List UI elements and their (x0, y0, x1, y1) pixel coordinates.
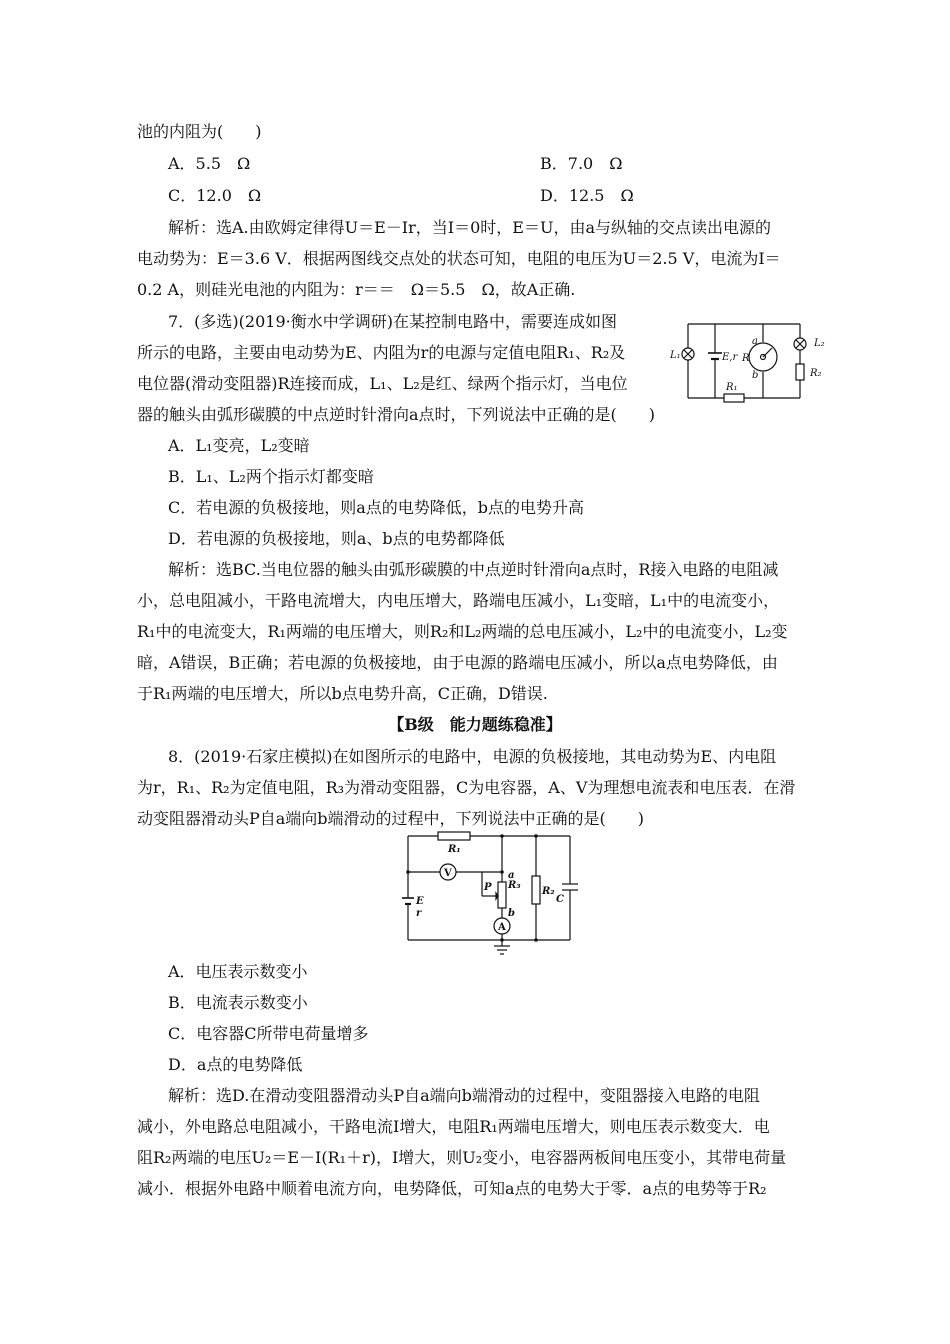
q6-analysis-line: 0.2 A，则硅光电池的内阻为：r＝＝ Ω＝5.5 Ω，故A正确. (137, 280, 576, 299)
q6-analysis-line: 解析：选A.由欧姆定律得U＝E－Ir，当I＝0时，E＝U，由a与纵轴的交点读出电源的 (168, 218, 771, 237)
q7-analysis-line: 暗，A错误，B正确；若电源的负极接地，由于电源的路端电压减小，所以a点电势降低，由 (137, 653, 778, 672)
q8-option-b: B．电流表示数变小 (168, 993, 308, 1012)
q8-label-a: a (508, 870, 515, 881)
q7-label-a: a (752, 336, 758, 347)
q8-label-p: P (484, 882, 492, 893)
q8-analysis-line: 减小．根据外电路中顺着电流方向，电势降低，可知a点的电势大于零．a点的电势等于R₂ (137, 1179, 767, 1198)
q8-stem-line: 8．(2019·石家庄模拟)在如图所示的电路中，电源的负极接地，其电动势为E、内电阻 (168, 747, 777, 766)
q7-label-r1: R₁ (726, 382, 738, 393)
q8-circuit-diagram (398, 826, 590, 958)
q8-analysis-line: 减小，外电路总电阻减小，干路电流I增大，电阻R₁两端电压增大，则电压表示数变大．电 (137, 1117, 770, 1136)
q8-label-a-meter: A (498, 922, 506, 933)
q6-option-b: B．7.0 Ω (540, 154, 623, 173)
q8-option-a: A．电压表示数变小 (168, 962, 308, 981)
q6-option-d: D．12.5 Ω (540, 186, 634, 205)
q8-option-c: C．电容器C所带电荷量增多 (168, 1024, 369, 1043)
q8-analysis-line: 阻R₂两端的电压U₂＝E－I(R₁＋r)，I增大，则U₂变小，电容器两板间电压变小，其带电荷量 (137, 1148, 787, 1167)
q8-stem-line: 为r，R₁、R₂为定值电阻，R₃为滑动变阻器，C为电容器，A、V为理想电流表和电压表．在滑 (137, 778, 796, 797)
q8-label-r1: R₁ (448, 844, 461, 855)
q7-label-r: R (742, 353, 750, 364)
q8-stem-line: 动变阻器滑动头P自a端向b端滑动的过程中，下列说法中正确的是( ) (137, 809, 645, 828)
q7-option-b: B．L₁、L₂两个指示灯都变暗 (168, 467, 374, 486)
q7-label-er: E,r (722, 352, 738, 363)
q8-label-r2: R₂ (542, 886, 555, 897)
q7-stem-line: 7．(多选)(2019·衡水中学调研)在某控制电路中，需要连成如图 (168, 312, 617, 331)
q8-label-v: V (444, 868, 452, 879)
q7-analysis-line: 小，总电阻减小，干路电流增大，内电压增大，路端电压减小，L₁变暗，L₁中的电流变小， (137, 591, 780, 610)
q7-option-a: A．L₁变亮，L₂变暗 (168, 436, 310, 455)
q7-analysis-line: R₁中的电流变大，R₁两端的电压增大，则R₂和L₂两端的总电压减小，L₂中的电流变小，L₂变 (137, 622, 788, 641)
q7-analysis-line: 解析：选BC.当电位器的触头由弧形碳膜的中点逆时针滑向a点时，R接入电路的电阻减 (168, 560, 779, 579)
q7-stem-line: 所示的电路，主要由电动势为E、内阻为r的电源与定值电阻R₁、R₂及 (137, 343, 626, 362)
q6-stem-tail: 池的内阻为( ) (137, 122, 262, 141)
q7-stem-line: 器的触头由弧形碳膜的中点逆时针滑向a点时，下列说法中正确的是( ) (137, 405, 656, 424)
q8-option-d: D．a点的电势降低 (168, 1055, 303, 1074)
q7-circuit-diagram (668, 316, 838, 412)
q6-option-a: A．5.5 Ω (168, 154, 251, 173)
q7-label-r2: R₂ (810, 368, 822, 379)
q7-label-l2: L₂ (814, 338, 825, 349)
q6-analysis-line: 电动势为：E＝3.6 V．根据两图线交点处的状态可知，电阻的电压为U＝2.5 V，电流为I＝ (137, 249, 781, 268)
q7-analysis-line: 于R₁两端的电压增大，所以b点电势升高，C正确，D错误. (137, 684, 548, 703)
q8-label-r: r (416, 908, 422, 919)
q8-analysis-line: 解析：选D.在滑动变阻器滑动头P自a端向b端滑动的过程中，变阻器接入电路的电阻 (168, 1086, 760, 1105)
q7-label-l1: L₁ (670, 350, 681, 361)
q6-option-c: C．12.0 Ω (168, 186, 262, 205)
q7-label-b: b (752, 370, 759, 381)
q8-label-b: b (508, 908, 515, 919)
q7-stem-line: 电位器(滑动变阻器)R连接而成，L₁、L₂是红、绿两个指示灯，当电位 (137, 374, 628, 393)
q8-label-r3: R₃ (508, 880, 521, 891)
q7-option-d: D．若电源的负极接地，则a、b点的电势都降低 (168, 529, 505, 548)
q8-label-c: C (556, 894, 564, 905)
section-title: 【B级 能力题练稳准】 (388, 715, 562, 734)
q7-option-c: C．若电源的负极接地，则a点的电势降低，b点的电势升高 (168, 498, 585, 517)
q8-label-e: E (416, 896, 424, 907)
